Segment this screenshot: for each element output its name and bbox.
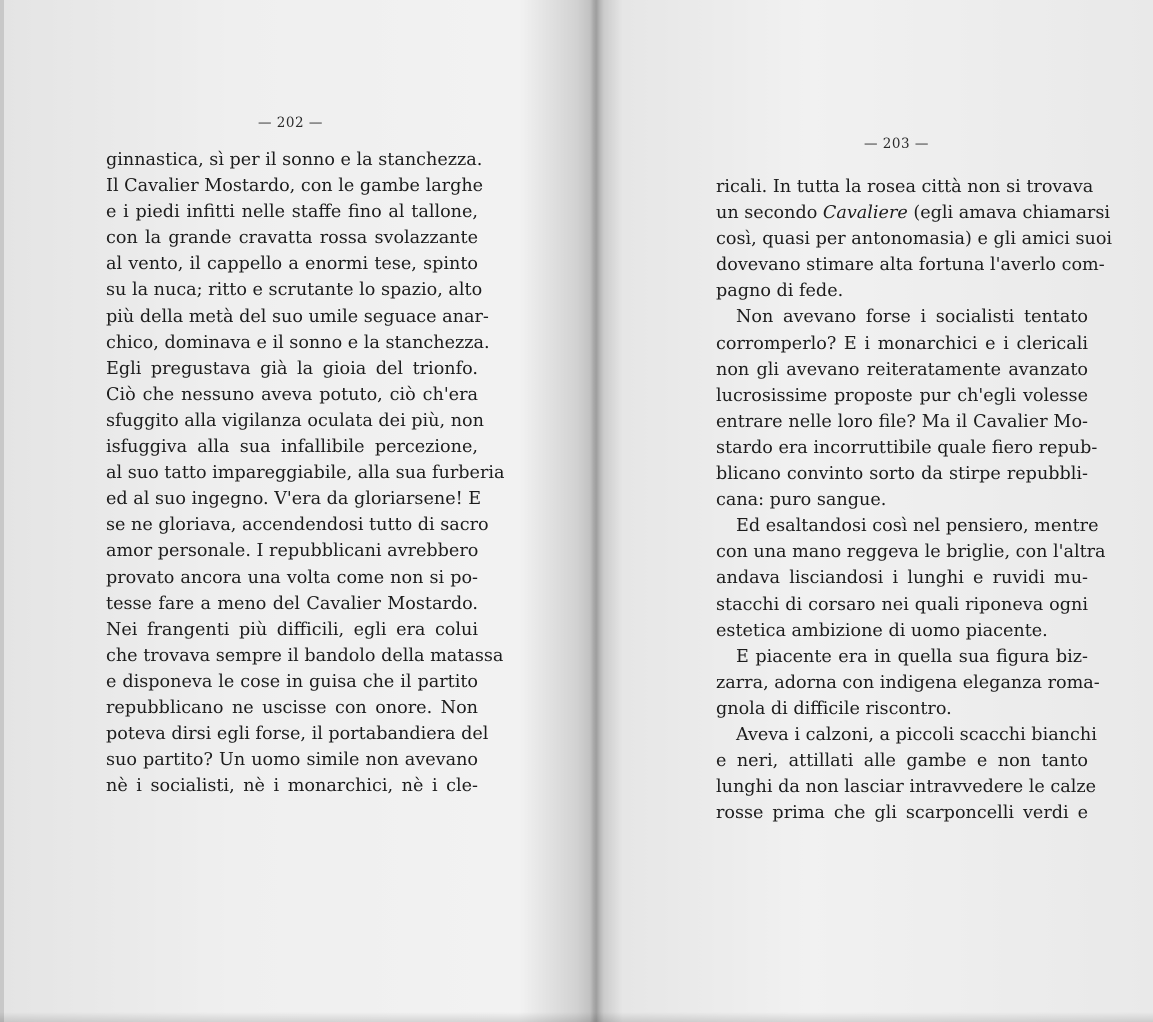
text-line: corromperlo? E i monarchici e i clericali [716,333,1088,354]
text-line: ginnastica, sì per il sonno e la stanchezza. [106,150,483,170]
text-line: stardo era incorruttibile quale fiero repub- [716,437,1098,458]
text-line: così, quasi per antonomasia) e gli amici suoi [716,229,1113,250]
right-page-number: — 203 — [864,136,929,152]
text-line: provato ancora una volta come non si po- [106,567,478,588]
page-edge-bottom [0,1012,1153,1022]
text-line: sfuggito alla vigilanza oculata dei più, non [106,410,484,431]
text-line: rosse prima che gli scarponcelli verdi e [716,803,1088,824]
text-line: Egli pregustava già la gioia del trionfo. [106,358,478,379]
text-line: cana: puro sangue. [716,490,887,511]
text-line: E piacente era in quella sua figura biz- [736,646,1088,667]
text-line: e neri, attillati alle gambe e non tanto [716,751,1088,772]
text-line: al vento, il cappello a enormi tese, spinto [106,254,478,275]
text-line: Non avevano forse i socialisti tentato [736,307,1088,328]
text-line: ricali. In tutta la rosea città non si trovava [716,177,1094,197]
text-line [716,200,1110,226]
text-line: con la grande cravatta rossa svolazzante [106,228,478,249]
text-line: e i piedi infitti nelle staffe fino al tallone, [106,202,478,223]
text-line: ed al suo ingegno. V'era da gloriarsene! E [106,489,482,510]
text-line: Ciò che nessuno aveva potuto, ciò ch'era [106,384,478,405]
text-line: lunghi da non lasciar intravvedere le calze [716,777,1097,798]
right-page-text [716,174,1113,826]
text-line: blicano convinto sorto da stirpe repubbli- [716,464,1088,485]
text-line: al suo tatto impareggiabile, alla sua furberia [106,463,505,484]
text-line: e disponeva le cose in guisa che il partito [106,671,478,692]
text-line: chico, dominava e il sonno e la stanchezza. [106,332,490,353]
text-line: repubblicano ne uscisse con onore. Non [106,697,478,718]
text-line: poteva dirsi egli forse, il portabandiera del [106,724,489,745]
text-line: Il Cavalier Mostardo, con le gambe larghe [106,176,484,197]
text-line: se ne gloriava, accendendosi tutto di sacro [106,515,489,536]
text-line: suo partito? Un uomo simile non avevano [106,750,478,771]
text-line: lucrosissime proposte pur ch'egli volesse [716,385,1088,406]
text-line: Ed esaltandosi così nel pensiero, mentre [736,516,1099,537]
text-line: nè i socialisti, nè i monarchici, nè i cle- [106,776,478,797]
text-line: estetica ambizione di uomo piacente. [716,620,1048,641]
text-line: zarra, adorna con indigena eleganza roma- [716,672,1100,693]
text-line: con una mano reggeva le briglie, con l'altra [716,542,1106,563]
text-line: pagno di fede. [716,281,844,302]
text-line: entrare nelle loro file? Ma il Cavalier Mo- [716,411,1088,432]
book-gutter [590,0,604,1022]
text-line: più della metà del suo umile seguace anar- [106,306,489,327]
text-run: un secondo [716,203,823,224]
text-line: isfuggiva alla sua infallibile percezione, [106,437,478,458]
left-page-number: — 202 — [258,115,323,131]
text-line: Nei frangenti più difficili, egli era colui [106,619,478,640]
left-page-text [106,147,505,799]
text-line: tesse fare a meno del Cavalier Mostardo. [106,593,478,614]
text-line: Aveva i calzoni, a piccoli scacchi bianchi [736,724,1097,745]
text-line: gnola di difficile riscontro. [716,698,952,719]
italic-word: Cavaliere [822,203,908,224]
text-run: (egli amava chiamarsi [907,203,1110,224]
text-line: non gli avevano reiteratamente avanzato [716,359,1088,380]
text-line: andava lisciandosi i lunghi e ruvidi mu- [716,568,1088,589]
text-line: amor personale. I repubblicani avrebbero [106,541,479,562]
text-line: stacchi di corsaro nei quali riponeva ogni [716,594,1088,615]
text-line: che trovava sempre il bandolo della matassa [106,645,504,666]
page-edge-left [0,0,4,1022]
text-line: dovevano stimare alta fortuna l'averlo com- [716,255,1105,276]
text-line: su la nuca; ritto e scrutante lo spazio, alto [106,280,483,301]
